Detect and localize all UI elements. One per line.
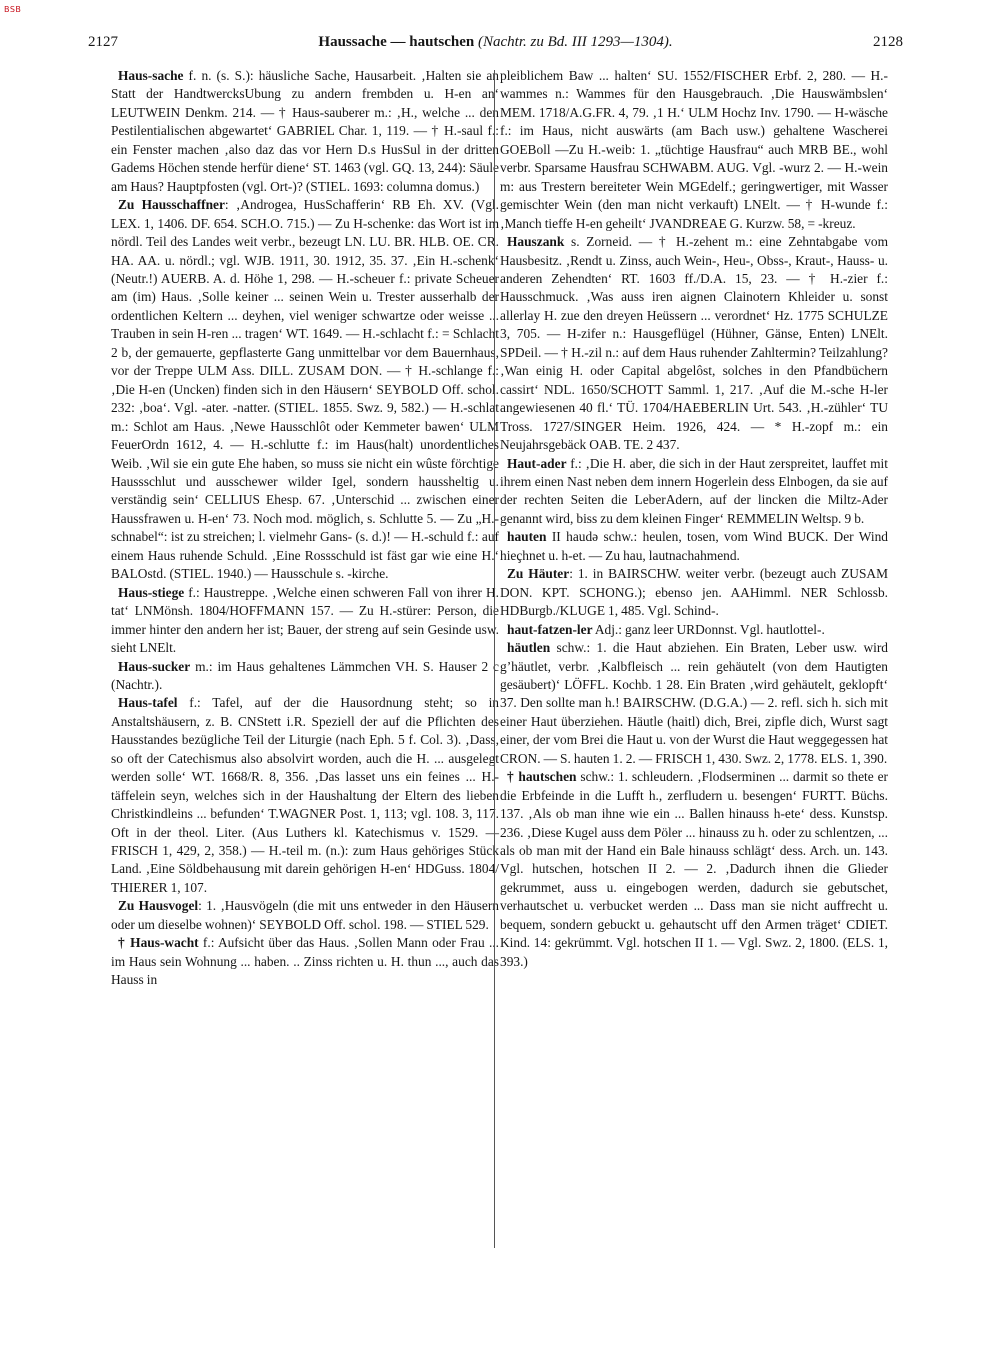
- entry-headword: Zu Hausvogel: [118, 898, 199, 914]
- dictionary-entry: [111, 897, 499, 934]
- entry-headword: † Haus-wacht: [118, 935, 199, 951]
- entry-headword: hauten: [507, 529, 547, 545]
- entry-headword: Haus-sache: [118, 68, 184, 83]
- entry-headword: † hautschen: [507, 769, 577, 785]
- entry-text: f.: Aufsicht über das Haus. ‚Sollen Mann oder Frau ... im Haus sein Wohnung ... haben. .. Zinss richten u. H. thun ..., auch das Hauss in: [111, 935, 499, 988]
- entry-text: : 1. in BAIRSCHW. weiter verbr. (bezeugt auch ZUSAM DON. KPT. SCHONG.); ebenso jen. AAHimml. NER Schlossb. HDBurgb./KLUGE 1, 485. Vgl. Schind-.: [500, 566, 888, 619]
- right-column: [500, 67, 888, 971]
- entry-headword: häutlen: [507, 640, 551, 656]
- dictionary-entry-continued: [500, 67, 888, 233]
- entry-text: f. n. (s. S.): häusliche Sache, Hausarbeit. ‚Halten sie an Statt der HandtwercksUbung zu andern frembden u. H-en an‘ LEUTWEIN Denkm. 214. — † Haus-sauberer m.: ‚H., welche ... den Pestilentialischen abgewartet‘ GABRIEL Char. 1, 119. — † H.-saul f.: ein Fenster machen ‚also daz das vor Hern D.s HusSul in der dritten Gadems Höchen stende herfür diene‘ ST. 1463 (vgl. GQ. 13, 244): Säule am Haus? Hauptpfosten (vgl. Ort-)? (STIEL. 1693: columna domus.): [111, 68, 499, 194]
- entry-headword: Zu Hausschaffner: [118, 197, 225, 213]
- entry-text: pleiblichem Baw ... halten‘ SU. 1552/FISCHER Erbf. 2, 280. — H.-wammes n.: Wammes für den Hausgebrauch. ‚Die Hauswämbslen‘ MEM. 1718/A.G.FR. 4, 79. ‚1 H.‘ ULM Hochz Inv. 1790. — H-wäsche f.: im Haus, nicht auswärts (am Bach usw.) gehaltene Wascherei GOEBoll —Zu H.-weib: 1. „tüchtige Hausfrau“ auch MRB BE., wohl verbr. Sparsame Hausfrau SCHWABM. AUG. Vgl. -wurz 2. — H.-wein m: aus Trestern bereiteter Wein MGEdelf.; geringwertiger, mit Wasser gemischter Wein (den man nicht verkauft) LNElt. — † H-wunde f.: ‚Manch tieffe H-en geheilt‘ JVANDREAE G. Kurzw. 58, = -kreuz.: [500, 68, 888, 231]
- entry-text: schw.: 1. schleudern. ‚Flodserminen ... darmit so thete er die Erbfeinde in die Lufft h., zerfludern u. besengen‘ FURTT. Büchs. 137. ‚Als ob man ihne wie ein ... Ballen hinauss h-ete‘ dess. Kunstsp. 236. ‚Diese Kugel auss dem Pöler ... hinauss zu h. oder zu schlentzen, ... als ob man mit der Hand ein Bale hinauss schlägt‘ dess. Arch. un. 143. Vgl. hutschen, hotschen II 2. — 2. ‚Dadurch ihnen die Glieder gekrummet, auss u. eingebogen werden, dadurch sie gebutschet, verhautschet u. verbucket werden ... Dass man sie nicht auffrecht u. bequem, sondern gebuckt u. gehautscht uff den Armen träget‘ CDIET. Kind. 14: gekrümmt. Vgl. hotschen II 1. — Vgl. Swz. 2, 1800. (ELS. 1, 393.): [500, 769, 888, 969]
- entry-headword: Zu Häuter: [507, 566, 570, 582]
- dictionary-entry: [111, 934, 499, 989]
- entry-text: f.: ‚Die H. aber, die sich in der Haut zerspreitet, lauffet mit ihrem einen Nast neben dem innern Hogerlein dess Elnbogen, da sie auf der rechten Seiten die LeberAdern, auf der lincken die Miltz-Ader genannt wird, biss zu dem kleinen Finger‘ REMMELIN Weltsp. 9 b.: [500, 455, 888, 526]
- page-number-right: 2128: [873, 34, 903, 50]
- entry-text: : 1. ‚Hausvögeln (die mit uns entweder in den Häusern oder um dieselbe wohnen)‘ SEYBOLD Off. schol. 198. — STIEL 529.: [111, 898, 499, 932]
- dictionary-entry: [111, 584, 499, 658]
- entry-text: schw.: 1. die Haut abziehen. Ein Braten, Leber usw. wird gʼhäutlet, verbr. ‚Kalbfleisch ... rein gehäutelt (von dem Hautigten gesäubert)‘ LÖFFL. Kochb. 1 28. Ein Braten ‚wird gehäutelt, geklopft‘ 37. Den sollte man h.! BAIRSCHW. (D.G.A.) — 2. refl. sich h. sich mit einer Haut überziehen. Häutle (haitl) dich, Brei, zipfle dich, Wurst sagt einer, der vom Brei die Haut u. von der Wurst die Haut weggegessen hat CRON. — S. hauten 1. 2. — FRISCH 1, 430. Swz. 2, 1778. ELS. 1, 390.: [500, 640, 888, 766]
- column-divider: [494, 70, 495, 1248]
- entry-headword: Haus-tafel: [118, 695, 178, 711]
- dictionary-entry: [111, 196, 499, 584]
- entry-headword: Haus-sucker: [118, 658, 191, 674]
- dictionary-entry: [111, 67, 499, 196]
- dictionary-entry: [111, 694, 499, 897]
- dictionary-entry: [500, 565, 888, 620]
- header-headwords: Haussache — hautschen: [318, 34, 475, 50]
- entry-text: Adj.: ganz leer URDonnst. Vgl. hautlottel-.: [592, 621, 825, 637]
- entry-text: f.: Haustreppe. ‚Welche einen schweren Fall von ihrer H. tat‘ LNMönsh. 1804/HOFFMANN 157. — Zu H.-stürer: Person, die immer hinter den andern her ist; Bauer, der streng auf sein Gesinde usw. sieht LNElt.: [111, 584, 499, 656]
- dictionary-entry: [500, 455, 888, 529]
- entry-text: m.: im Haus gehaltenes Lämmchen VH. S. Hauser 2 c (Nachtr.).: [111, 658, 499, 692]
- dictionary-entry: [500, 639, 888, 768]
- page-number-left: 2127: [88, 34, 118, 50]
- dictionary-entry: [500, 528, 888, 565]
- entry-headword: Hauszank: [507, 234, 565, 250]
- entry-text: s. Zorneid. — † H.-zehent m.: eine Zehntabgabe vom Hausbesitz. ‚Rendt u. Zinss, auch Wein-, Heu-, Obss-, Kraut-, Hauss- u. anderen Zehendten‘ RT. 1603 ff./D.A. 15, 23. — † H.-zier f.: Hausschmuck. ‚Was auss iren aignen Clainotern Khleider u. sonst allerlay H. zue den dreyen Heüssern ... verordnet‘ Hz. 1775 SCHULZE 3, 705. — H-zifer n.: Hausgeflügel (Hühner, Gänse, Enten) LNElt. SPDeil. — † H.-zil n.: auf dem Haus ruhender Zahltermin? Teilzahlung? ‚Wan einig H. oder Capital abgelôst, solches in den Pfandbüchern cassirt‘ NDL. 1650/SCHOTT Samml. 1, 217. ‚Auf die M.-sche H-ler angewiesenen 40 fl.‘ TÜ. 1704/HAEBERLIN Urt. 543. ‚H.-zühler‘ TU Tross. 1727/SINGER Heim. 1926, 424. — * H.-zopf m.: ein Neujahrsgebäck OAB. TE. 2 437.: [500, 234, 888, 453]
- entry-headword: Haus-stiege: [118, 584, 185, 600]
- dictionary-entry: [500, 233, 888, 454]
- dictionary-entry: [500, 621, 888, 639]
- library-stamp: BSB: [4, 5, 22, 14]
- entry-headword: haut-fatzen-ler: [507, 621, 593, 637]
- running-header: [88, 34, 903, 56]
- left-column: [111, 67, 499, 990]
- entry-text: II haudə schw.: heulen, tosen, vom Wind BUCK. Der Wind hieҫhnet u. h-et. — Zu hau, lautnachahmend.: [500, 529, 888, 563]
- dictionary-entry: [500, 768, 888, 971]
- entry-text: : ‚Androgea, HusSchafferin‘ RB Eh. XV. (Vgl. LEX. 1, 1406. DF. 654. SCH.O. 715.) — Zu H-schenke: das Wort ist im nördl. Teil des Landes weit verbr., bezeugt LN. LU. BR. HLB. OE. CR. HA. AA. u. nördl.; vgl. WJB. 1911, 30. 1912, 35. 37. ‚Ein H.-schenk‘ (Neutr.!) AUERB. A. d. Höhe 1, 298. — H.-scheuer f.: private Scheuer am (im) Haus. ‚Solle keiner ... seinen Wein u. Trester ausserhalb der ordentlichen Keltern ... deyhen, viel weniger schwartze oder weisse ... Trauben in sein H-ren ... tragen‘ WT. 1649. — H.-schlacht f.: = Schlacht 2 b, der gemauerte, gepflasterte Gang unmittelbar vor dem Bauernhaus, vor der Treppe ULM Ass. DILL. ZUSAM DON. — † H.-schlange f.: ‚Die H-en (Uncken) finden sich in den Häusern‘ SEYBOLD Off. schol. 232: ‚boa‘. Vgl. -ater. -natter. (STIEL. 1855. Swz. 9, 582.) — H.-schlat m.: Schlot am Haus. ‚Newe Hausschlôt oder Kemmeter bawen‘ ULM FeuerOrdn 1612, 4. — H.-schlutte f.: im Haus(halt) unordentliches Weib. ‚Wil sie ein gute Ehe haben, so muss sie nicht ein wûste förchtige Haussschlut und ausschewer wilder Igel, sondern haussheltig u. verständig sein‘ CELLIUS Ehesp. 67. ‚Unterschid ... zwischen einer Haussfrawen u. H-en‘ 73. Noch mod. möglich, s. Schlutte 5. — Zu „H.-schnabel“: ist zu streichen; l. vielmehr Gans- (s. d.)! — H.-schuld f.: auf einem Haus ruhende Schuld. ‚Eine Rossschuld ist fäst gar wie eine H.‘ BALOstd. (STIEL. 1940.) — Hausschule s. -kirche.: [111, 197, 499, 582]
- header-title: [88, 34, 903, 51]
- entry-headword: Haut-ader: [507, 455, 567, 471]
- dictionary-entry: [111, 658, 499, 695]
- header-reference: (Nachtr. zu Bd. III 1293—1304).: [478, 34, 673, 50]
- entry-text: f.: Tafel, auf der die Hausordnung steht; so in Anstaltshäusern, z. B. CNStett i.R. Speziell der auf die Pflichten des Hausstandes bezügliche Teil der Liturgie (nach Eph. 5 f. Col. 3). ‚Dass, so oft der Catechismus also absolvirt worden, auch die H. ... ausgelegt werden solle‘ WT. 1668/R. 8, 356. ‚Das lasset uns ein feines ... H.-täffelein seyn, welches sich in der Haushaltung der Eltern des lieben Christkindleins ... befunden‘ T.WAGNER Post. 1, 113; vgl. 108. 3, 117. Oft in der theol. Liter. (Aus Luthers kl. Katechismus v. 1529. — FRISCH 1, 429, 2, 358.) — H.-teil m. (n.): zum Haus gehöriges Stück Land. ‚Eine Söldbehausung mit darein gehörigen H-en‘ HDGuss. 1804/ THIERER 1, 107.: [111, 695, 499, 895]
